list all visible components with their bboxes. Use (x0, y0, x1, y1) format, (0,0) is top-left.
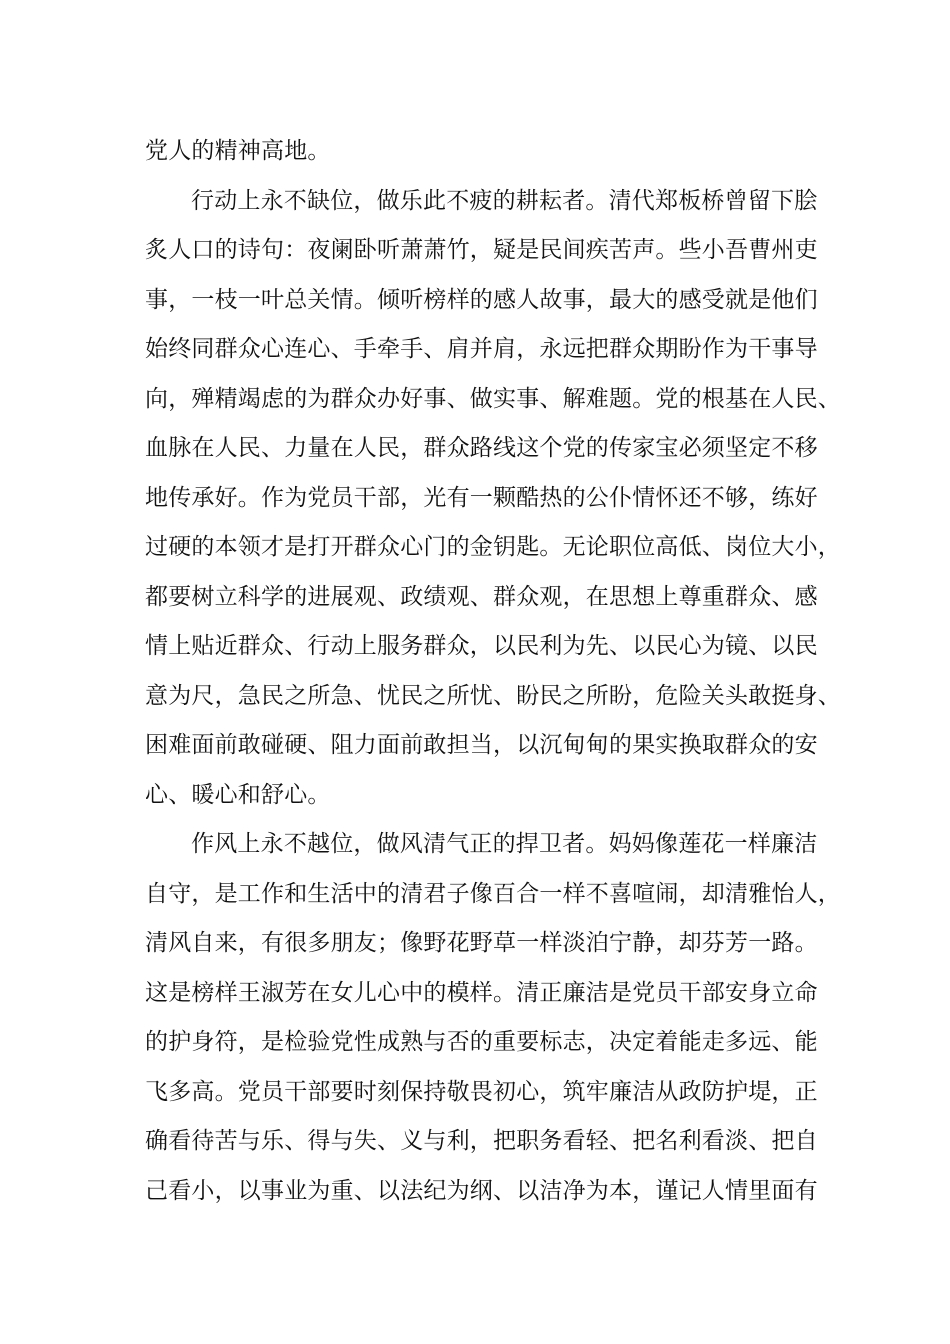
text-line: 自守，是工作和生活中的清君子像百合一样不喜喧闹，却清雅怡人， (145, 880, 841, 907)
paragraph-first-line: 作风上永不越位，做风清气正的捍卫者。妈妈像莲花一样廉洁 (191, 831, 818, 857)
text-line: 己看小，以事业为重、以法纪为纲、以洁净为本，谨记人情里面有 (145, 1177, 818, 1204)
body-text (145, 127, 841, 1216)
text-line: 向，殚精竭虑的为群众办好事、做实事、解难题。党的根基在人民、 (145, 385, 841, 412)
text-line: 血脉在人民、力量在人民，群众路线这个党的传家宝必须坚定不移 (145, 435, 818, 461)
text-line: 情上贴近群众、行动上服务群众，以民利为先、以民心为镜、以民 (145, 633, 818, 659)
text-line: 飞多高。党员干部要时刻保持敬畏初心，筑牢廉洁从政防护堤，正 (145, 1078, 818, 1105)
text-line: 的护身符，是检验党性成熟与否的重要标志，决定着能走多远、能 (145, 1029, 818, 1055)
text-line: 意为尺，急民之所急、忧民之所忧、盼民之所盼，危险关头敢挺身、 (145, 682, 841, 709)
text-line: 心、暖心和舒心。 (145, 781, 331, 808)
text-line: 事，一枝一叶总关情。倾听榜样的感人故事，最大的感受就是他们 (145, 286, 818, 313)
text-line: 过硬的本领才是打开群众心门的金钥匙。无论职位高低、岗位大小， (145, 534, 841, 560)
text-line: 清风自来，有很多朋友；像野花野草一样淡泊宁静，却芬芳一路。 (145, 930, 818, 956)
text-line: 炙人口的诗句：夜阑卧听萧萧竹，疑是民间疾苦声。些小吾曹州吏 (145, 237, 818, 263)
text-line: 党人的精神高地。 (145, 138, 331, 164)
text-line: 都要树立科学的进展观、政绩观、群众观，在思想上尊重群众、感 (145, 583, 818, 610)
text-line: 这是榜样王淑芳在女儿心中的模样。清正廉洁是党员干部安身立命 (145, 979, 818, 1006)
text-line: 困难面前敢碰硬、阻力面前敢担当，以沉甸甸的果实换取群众的安 (145, 732, 818, 758)
paragraph-first-line: 行动上永不缺位，做乐此不疲的耕耘者。清代郑板桥曾留下脍 (191, 187, 818, 214)
text-line: 始终同群众心连心、手牵手、肩并肩，永远把群众期盼作为干事导 (145, 336, 818, 362)
text-line: 确看待苦与乐、得与失、义与利，把职务看轻、把名利看淡、把自 (145, 1128, 818, 1154)
text-line: 地传承好。作为党员干部，光有一颗酷热的公仆情怀还不够，练好 (145, 484, 818, 511)
